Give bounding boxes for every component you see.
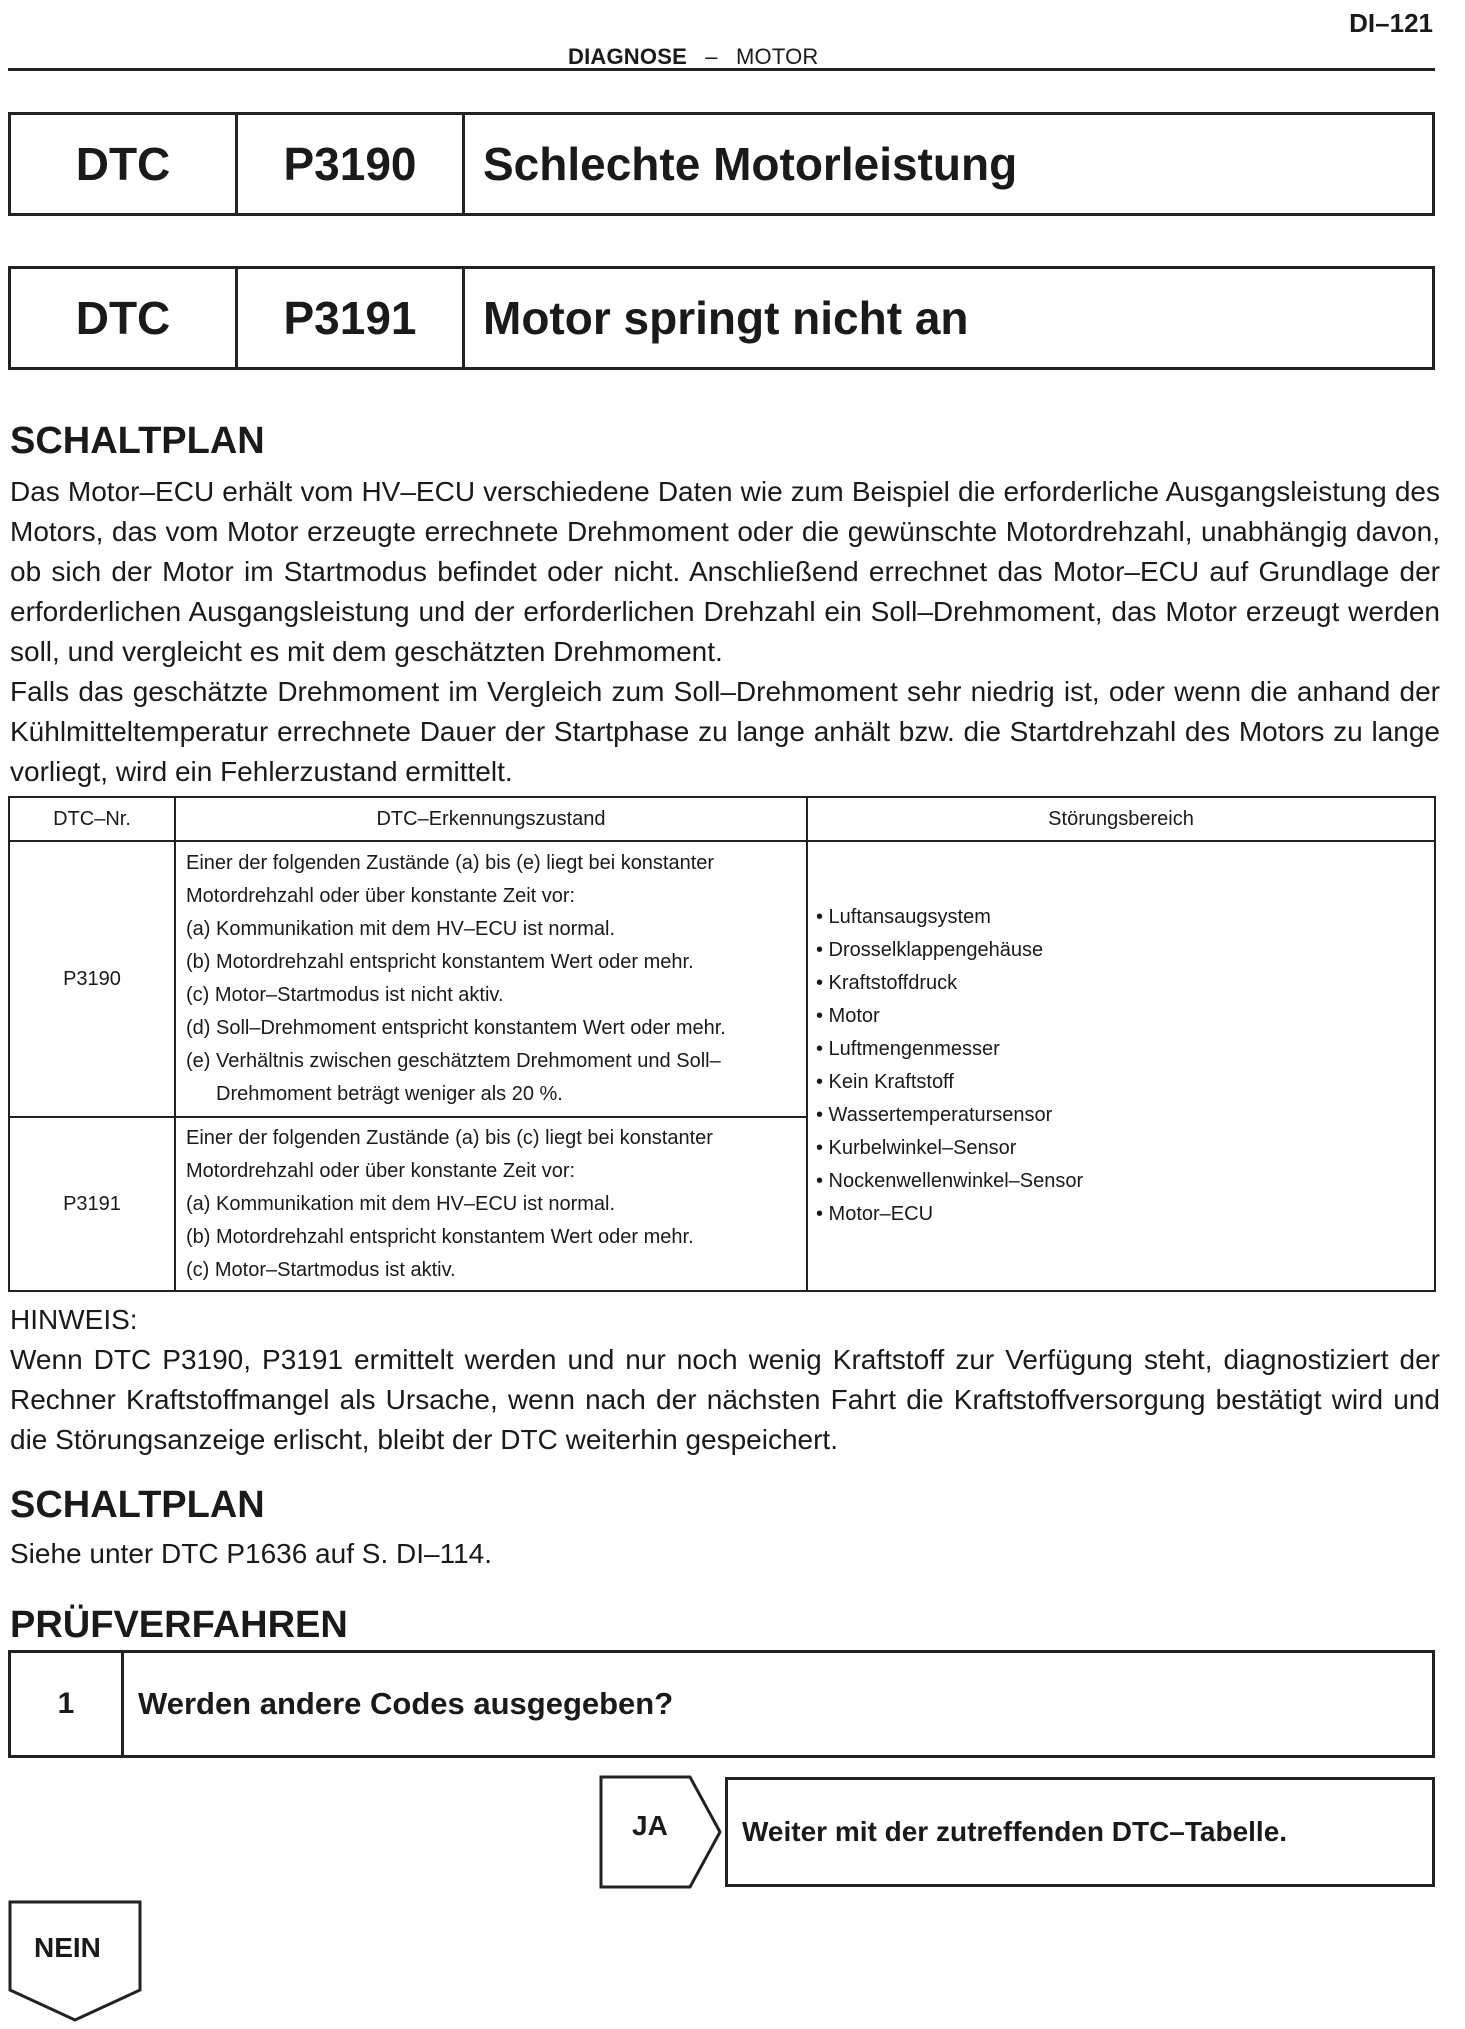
yes-label: JA (632, 1810, 668, 1841)
dtc-title-box-p3191 (8, 266, 1435, 370)
trouble-area-item: • Nockenwellenwinkel–Sensor (816, 1170, 1084, 1192)
condition-line: Motordrehzahl oder über konstante Zeit vor: (186, 885, 576, 907)
trouble-area-item: • Kein Kraftstoff (816, 1071, 954, 1093)
dtc-label: DTC (11, 269, 238, 367)
page-number: DI–121 (1349, 8, 1433, 38)
detection-condition-cell (175, 1117, 807, 1291)
dtc-table (8, 796, 1436, 1292)
table-header-dtc-number: DTC–Nr. (9, 797, 175, 841)
detection-condition-cell (175, 841, 807, 1117)
table-header-detection-condition: DTC–Erkennungszustand (175, 797, 807, 841)
step-question: Werden andere Codes ausgegeben? (138, 1686, 674, 1721)
dtc-title: Schlechte Motorleistung (483, 138, 1018, 190)
condition-line: (c) Motor–Startmodus ist nicht aktiv. (186, 984, 504, 1006)
running-header-section: DIAGNOSE (568, 44, 687, 69)
dtc-label: DTC (11, 115, 238, 213)
no-label: NEIN (34, 1932, 101, 1963)
trouble-area-item: • Kurbelwinkel–Sensor (816, 1137, 1017, 1159)
procedure-heading: PRÜFVERFAHREN (10, 1604, 348, 1646)
hint-text: Wenn DTC P3190, P3191 ermittelt werden und nur noch wenig Kraftstoff zur Verfügung steht, diagnostiziert der Rechner Kraftstoffmangel als Ursache, wenn nach der nächsten Fahrt die Kraftstoffversorgung bestätigt wird und die Störungsanzeige erlischt, bleibt der DTC weiterhin gespeichert. (10, 1344, 1440, 1455)
condition-line: (a) Kommunikation mit dem HV–ECU ist normal. (186, 918, 616, 940)
wiring-reference: Siehe unter DTC P1636 auf S. DI–114. (10, 1538, 492, 1569)
dtc-code: P3190 (238, 115, 465, 213)
table-header-trouble-area: Störungsbereich (807, 797, 1435, 841)
trouble-area-item: • Luftmengenmesser (816, 1038, 1000, 1060)
trouble-area-item: • Motor–ECU (816, 1203, 934, 1225)
circuit-description-heading: SCHALTPLAN (10, 420, 265, 462)
condition-line: Motordrehzahl oder über konstante Zeit vor: (186, 1159, 576, 1182)
condition-line: (a) Kommunikation mit dem HV–ECU ist normal. (186, 1192, 616, 1215)
condition-line: Einer der folgenden Zustände (a) bis (c) liegt bei konstanter (186, 1126, 713, 1149)
dtc-title: Motor springt nicht an (483, 292, 969, 344)
trouble-area-item: • Drosselklappengehäuse (816, 939, 1044, 961)
condition-line: (d) Soll–Drehmoment entspricht konstantem Wert oder mehr. (186, 1017, 726, 1039)
running-header-subsection: MOTOR (736, 44, 819, 69)
trouble-area-cell (807, 841, 1435, 1291)
dtc-code: P3191 (238, 269, 465, 367)
table-row (9, 841, 1435, 1117)
condition-line: (e) Verhältnis zwischen geschätztem Drehmoment und Soll– (186, 1050, 721, 1072)
dtc-title-box-p3190 (8, 112, 1435, 216)
circuit-description-paragraph-1: Das Motor–ECU erhält vom HV–ECU verschiedene Daten wie zum Beispiel die erforderliche Ausgangsleistung des Motors, das vom Motor erzeugte errechnete Drehmoment oder die gewünschte Motordrehzahl, unabhängig davon, ob sich der Motor im Startmodus befindet oder nicht. Anschließend errechnet das Motor–ECU auf Grundlage der erforderlichen Ausgangsleistung und der erforderlichen Drehzahl ein Soll–Drehmoment, das Motor erzeugt werden soll, und vergleicht es mit dem geschätzten Drehmoment. (10, 476, 1440, 667)
trouble-area-item: • Wassertemperatursensor (816, 1104, 1053, 1126)
dtc-number-cell: P3191 (9, 1117, 175, 1291)
step-number: 1 (11, 1653, 124, 1755)
running-header (568, 44, 819, 70)
dtc-number-cell: P3190 (9, 841, 175, 1117)
trouble-area-item: • Kraftstoffdruck (816, 972, 958, 994)
wiring-heading: SCHALTPLAN (10, 1484, 265, 1526)
circuit-description-paragraph-2: Falls das geschätzte Drehmoment im Vergleich zum Soll–Drehmoment sehr niedrig ist, oder wenn die anhand der Kühlmitteltemperatur errechnete Dauer der Startphase zu lange anhält bzw. die Startdrehzahl des Motors zu lange vorliegt, wird ein Fehlerzustand ermittelt. (10, 676, 1440, 787)
hint-label: HINWEIS: (10, 1304, 138, 1335)
trouble-area-item: • Luftansaugsystem (816, 906, 991, 928)
header-rule (8, 68, 1435, 71)
running-header-separator: – (705, 44, 718, 69)
step-1-box (8, 1650, 1435, 1758)
condition-line: (b) Motordrehzahl entspricht konstantem Wert oder mehr. (186, 951, 694, 973)
condition-line: (c) Motor–Startmodus ist aktiv. (186, 1258, 456, 1281)
table-header-row (9, 797, 1435, 841)
trouble-area-item: • Motor (816, 1005, 880, 1027)
condition-line: Einer der folgenden Zustände (a) bis (e) liegt bei konstanter (186, 852, 715, 874)
condition-line: (b) Motordrehzahl entspricht konstantem Wert oder mehr. (186, 1225, 694, 1248)
yes-action-box: Weiter mit der zutreffenden DTC–Tabelle. (725, 1777, 1435, 1887)
condition-line: Drehmoment beträgt weniger als 20 %. (216, 1083, 563, 1105)
